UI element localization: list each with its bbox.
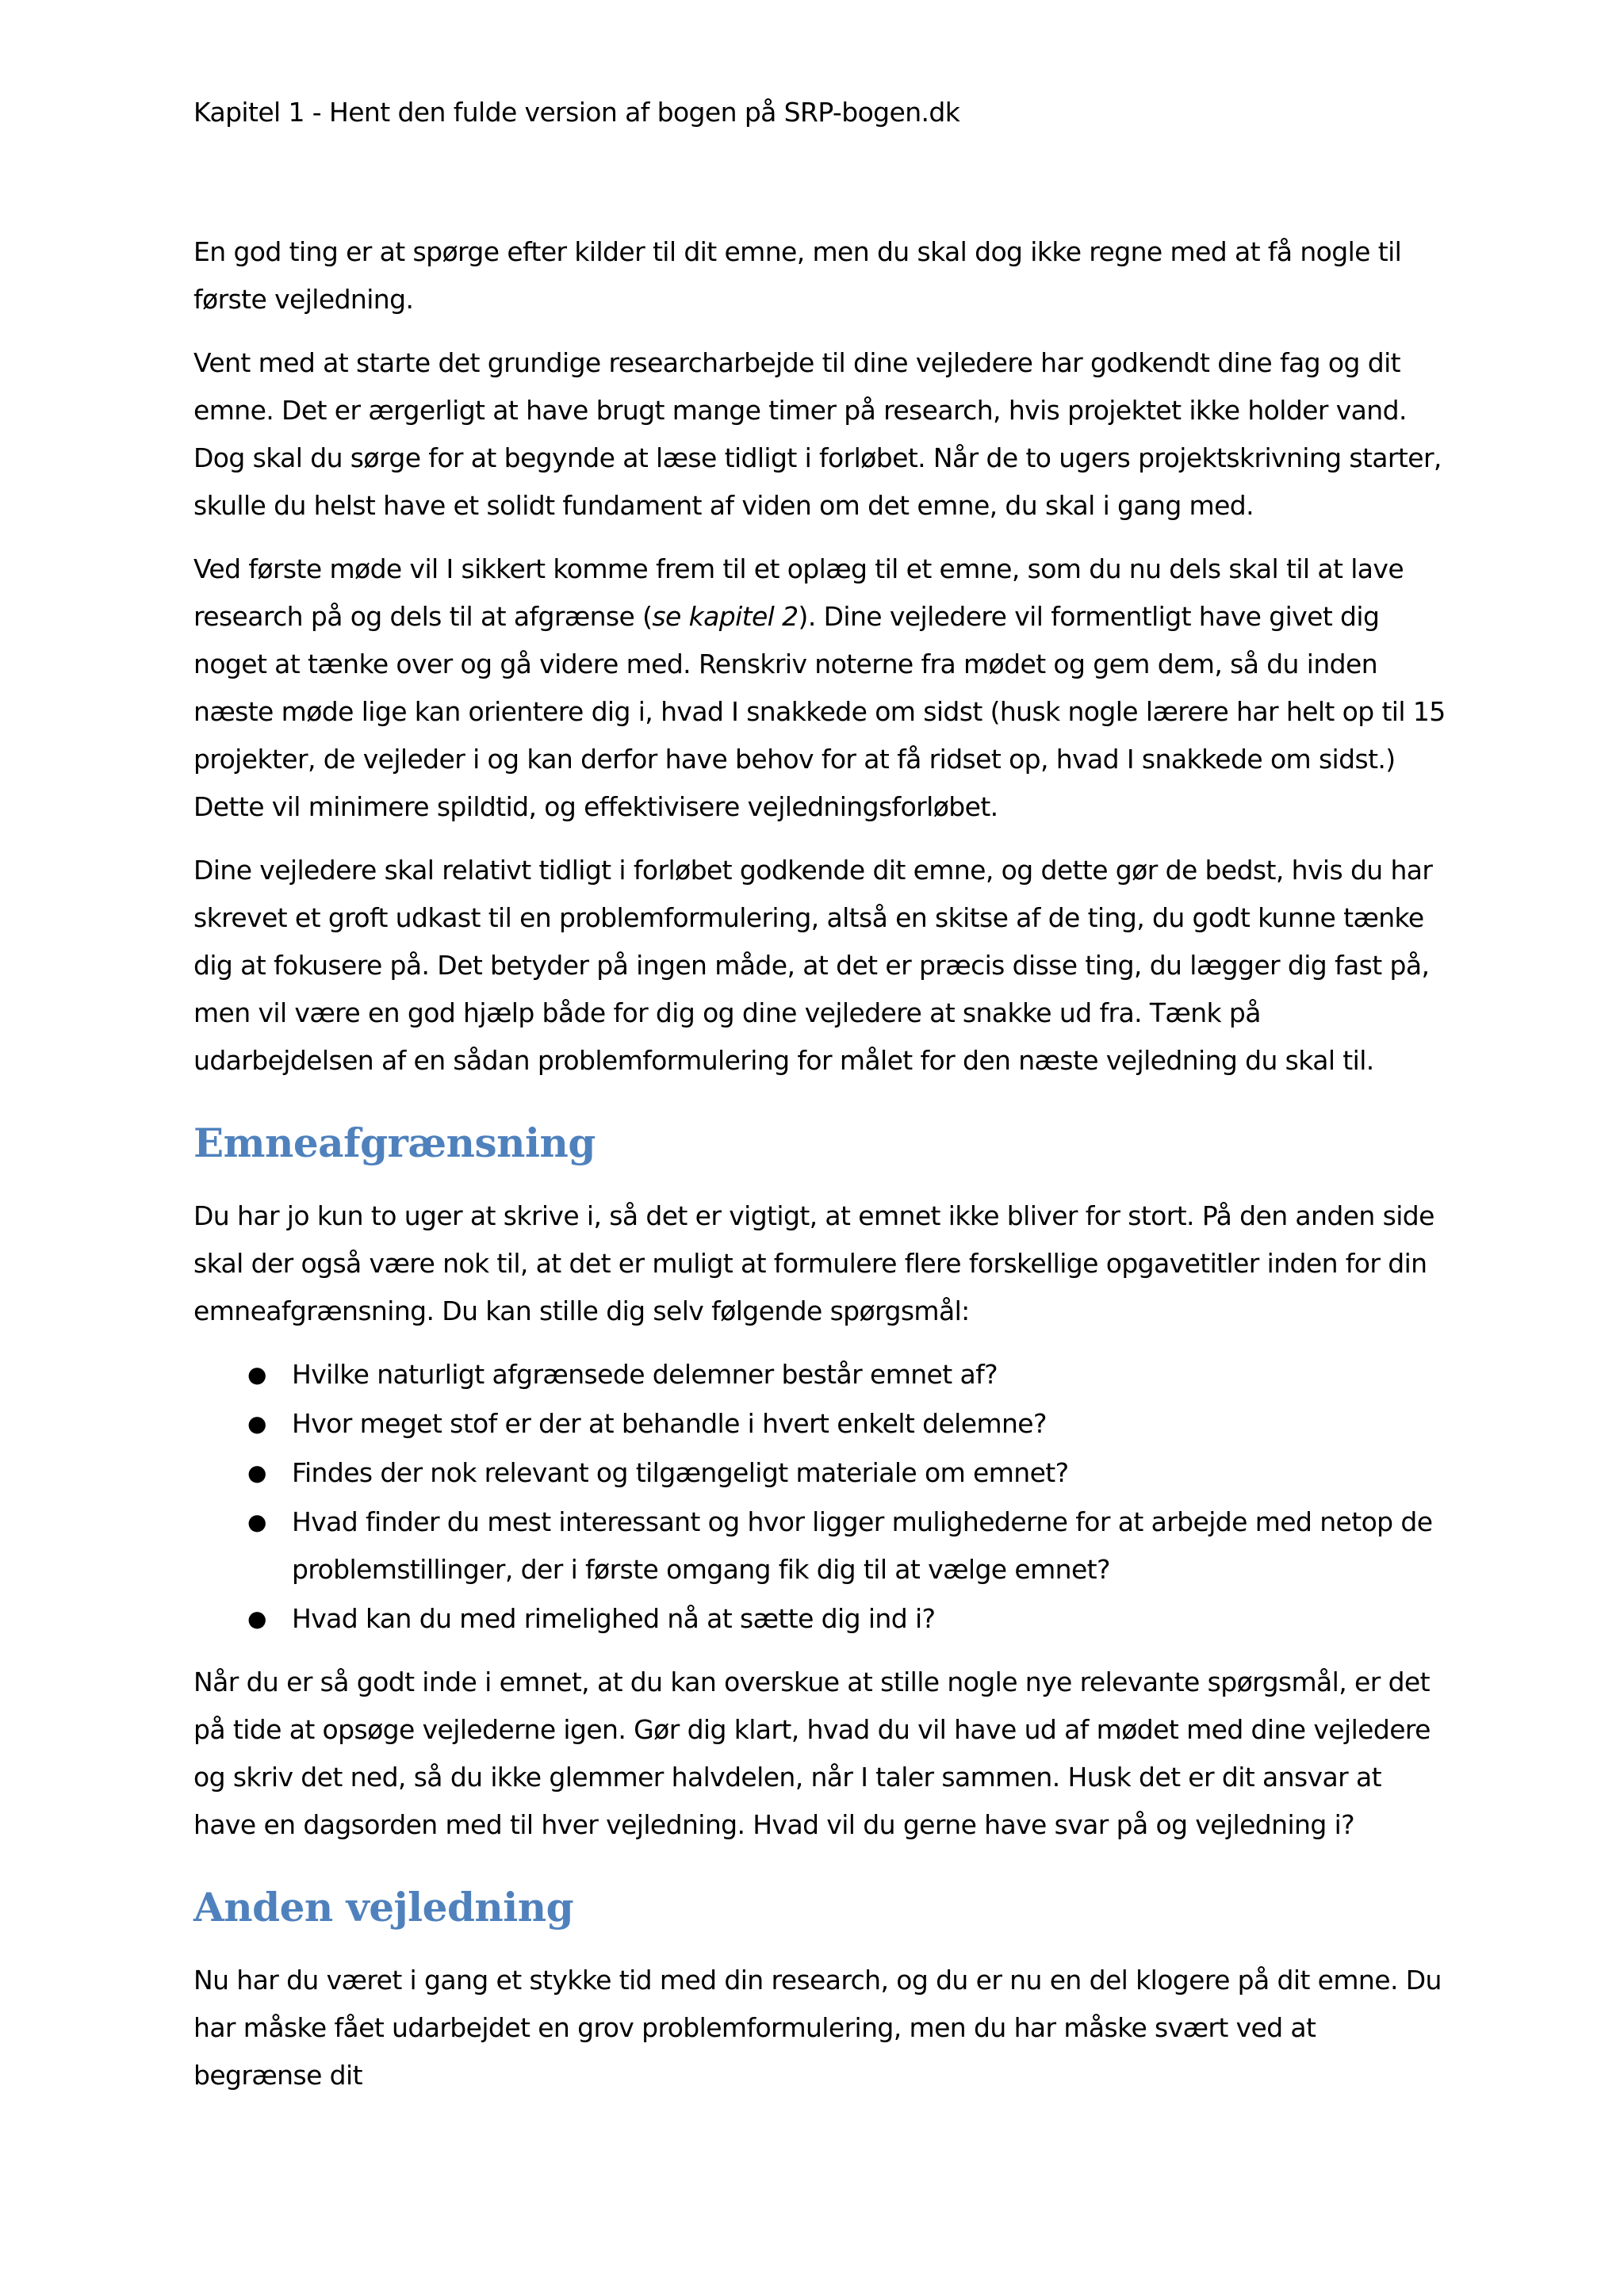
bullet-icon: ● xyxy=(247,1361,266,1387)
list-item-text: Hvor meget stof er der at behandle i hvert enkelt delemne? xyxy=(292,1408,1047,1439)
page-content xyxy=(193,228,1446,2115)
list-item xyxy=(193,1449,1446,1497)
paragraph: En god ting er at spørge efter kilder til dit emne, men du skal dog ikke regne med at få nogle til første vejledning. xyxy=(193,236,1402,315)
list-item-text: Findes der nok relevant og tilgængeligt materiale om emnet? xyxy=(292,1457,1069,1488)
section-heading-emneafgraensning: Emneafgrænsning xyxy=(193,1119,596,1166)
question-list xyxy=(193,1351,1446,1643)
bullet-icon: ● xyxy=(247,1509,266,1535)
paragraph: Vent med at starte det grundige researcharbejde til dine vejledere har godkendt dine fag og dit emne. Det er ærgerligt at have brugt mange timer på research, hvis projektet ikke holder vand. Dog skal du sørge for at begynde at læse tidligt i forløbet. Når de to ugers projektskrivning starter, skulle du helst have et solidt fundament af viden om det emne, du skal i gang med. xyxy=(193,347,1442,521)
paragraph-text: Ved første møde vil I sikkert komme frem til et oplæg til et emne, som du nu dels skal til at lave research på og dels til at afgrænse ( xyxy=(193,553,1404,632)
list-item-text: Hvad kan du med rimelighed nå at sætte dig ind i? xyxy=(292,1603,936,1634)
paragraph xyxy=(193,545,1446,831)
page-header: Kapitel 1 - Hent den fulde version af bogen på SRP-bogen.dk xyxy=(193,97,960,128)
list-item-text: Hvad finder du mest interessant og hvor ligger mulighederne for at arbejde med netop de problemstillinger, der i første omgang fik dig til at vælge emnet? xyxy=(292,1506,1433,1585)
paragraph: Når du er så godt inde i emnet, at du kan overskue at stille nogle nye relevante spørgsmål, er det på tide at opsøge vejlederne igen. Gør dig klart, hvad du vil have ud af mødet med dine vejledere og skriv det ned, så du ikke glemmer halvdelen, når I taler sammen. Husk det er dit ansvar at have en dagsorden med til hver vejledning. Hvad vil du gerne have svar på og vejledning i? xyxy=(193,1667,1431,1840)
paragraph: Nu har du været i gang et stykke tid med din research, og du er nu en del klogere på dit emne. Du har måske fået udarbejdet en grov problemformulering, men du har måske svært ved at begrænse dit xyxy=(193,1965,1442,2091)
paragraph-text: ). Dine vejledere vil formentligt have givet dig noget at tænke over og gå videre med. Renskriv noterne fra mødet og gem dem, så du inden næste møde lige kan orientere dig i, hvad I snakkede om sidst (husk nogle lærere har helt op til 15 projekter, de vejleder i og kan derfor have behov for at få ridset op, hvad I snakkede om sidst.) Dette vil minimere spildtid, og effektivisere vejledningsforløbet. xyxy=(193,601,1446,822)
bullet-icon: ● xyxy=(247,1410,266,1437)
list-item xyxy=(193,1400,1446,1448)
section-heading-anden-vejledning: Anden vejledning xyxy=(193,1884,574,1931)
bullet-icon: ● xyxy=(247,1605,266,1632)
chapter-reference: se kapitel 2 xyxy=(652,601,799,632)
list-item xyxy=(193,1595,1446,1643)
paragraph: Dine vejledere skal relativt tidligt i forløbet godkende dit emne, og dette gør de bedst, hvis du har skrevet et groft udkast til en problemformulering, altså en skitse af de ting, du godt kunne tænke dig at fokusere på. Det betyder på ingen måde, at det er præcis disse ting, du lægger dig fast på, men vil være en god hjælp både for dig og dine vejledere at snakke ud fra. Tænk på udarbejdelsen af en sådan problemformulering for målet for den næste vejledning du skal til. xyxy=(193,855,1433,1076)
list-item xyxy=(193,1498,1446,1594)
bullet-icon: ● xyxy=(247,1460,266,1486)
list-item xyxy=(193,1351,1446,1399)
list-item-text: Hvilke naturligt afgrænsede delemner består emnet af? xyxy=(292,1359,998,1390)
paragraph: Du har jo kun to uger at skrive i, så det er vigtigt, at emnet ikke bliver for stort. På den anden side skal der også være nok til, at det er muligt at formulere flere forskellige opgavetitler inden for din emneafgrænsning. Du kan stille dig selv følgende spørgsmål: xyxy=(193,1200,1434,1326)
